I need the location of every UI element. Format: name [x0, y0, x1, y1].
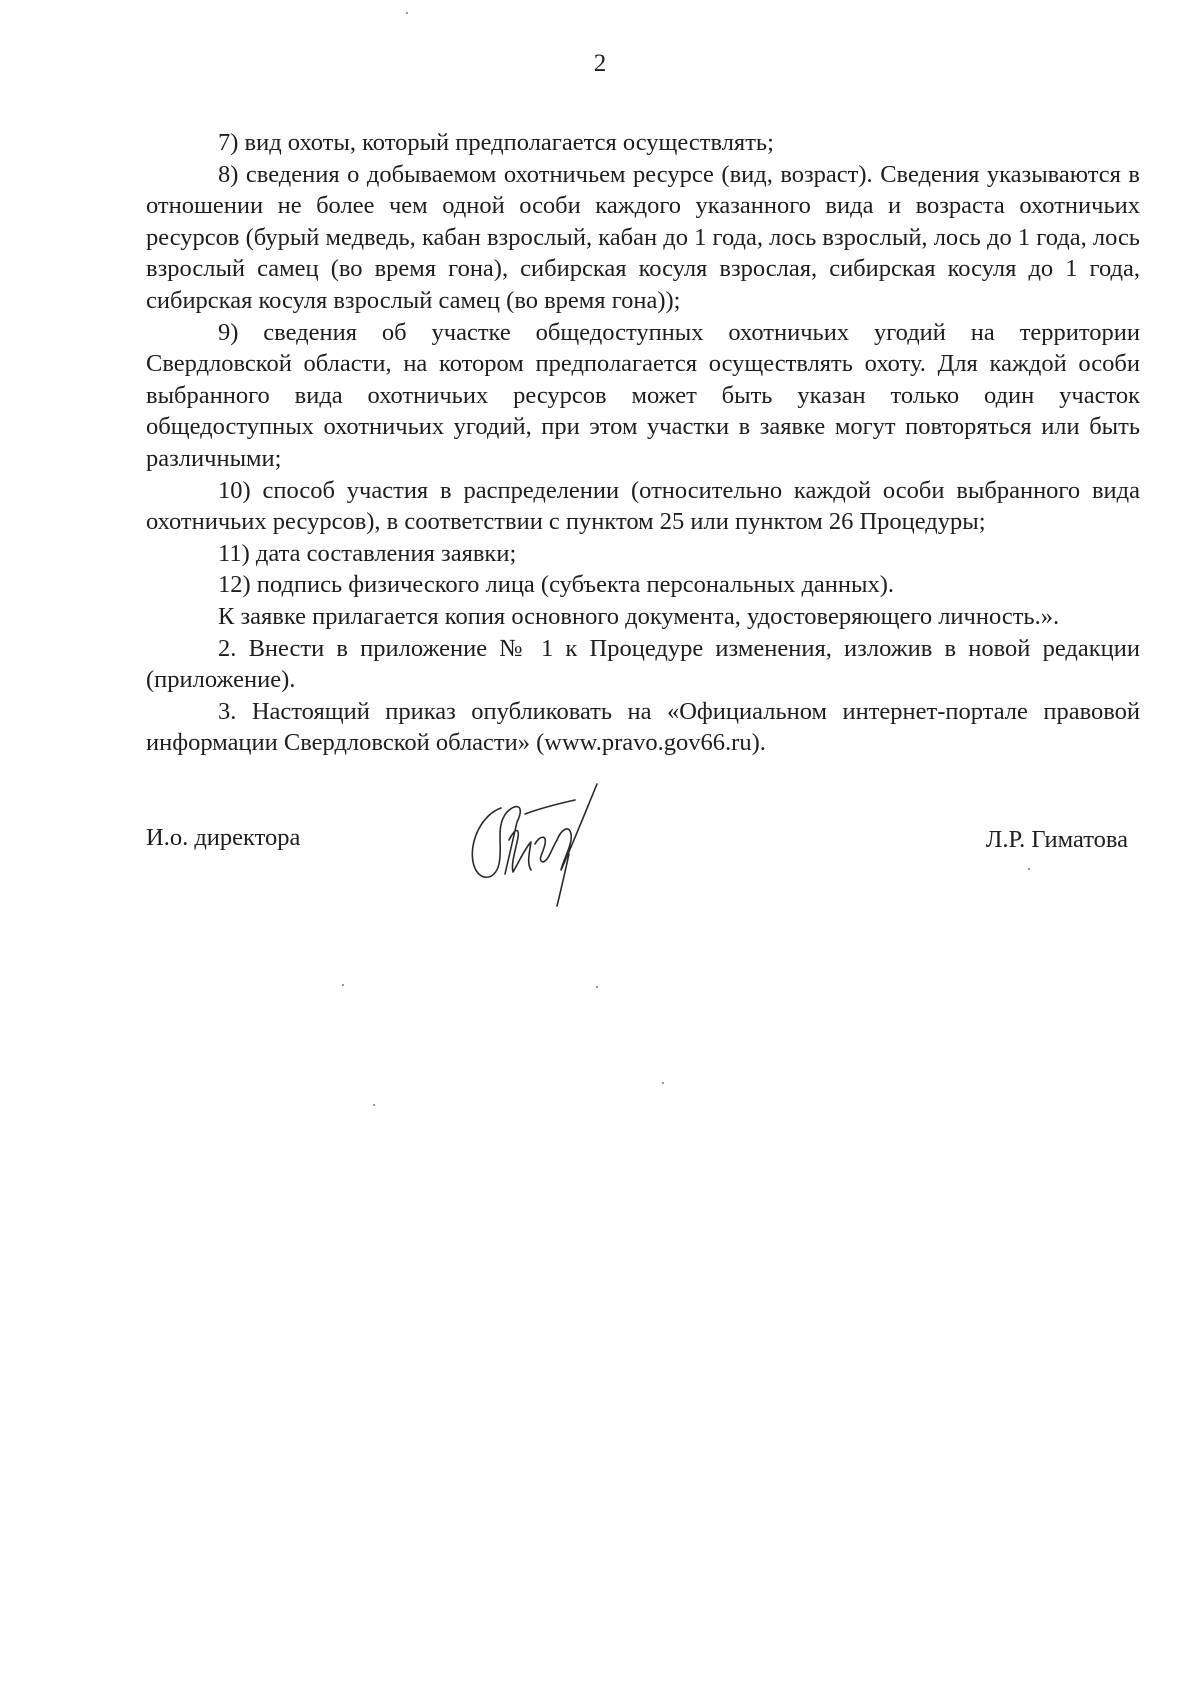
paragraph-item-8: 8) сведения о добываемом охотничьем ресурсе (вид, возраст). Сведения указываются в отношении не более чем одной особи каждого указанного вида и возраста охотничьих ресурсов (бурый медведь, кабан взрослый, кабан до 1 года, лось взрослый, лось до 1 года, лось взрослый самец (во время гона), сибирская косуля взрослая, сибирская косуля до 1 года, сибирская косуля взрослый самец (во время гона)); — [146, 160, 1140, 314]
paragraph-item-9: 9) сведения об участке общедоступных охотничьих угодий на территории Свердловской области, на котором предполагается осуществлять охоту. Для каждой особи выбранного вида охотничьих ресурсов может быть указан только один участок общедоступных охотничьих угодий, при этом участки в заявке могут повторяться или быть различными; — [146, 318, 1140, 472]
handwritten-signature — [465, 778, 615, 908]
signatory-name: Л.Р. Гиматова — [985, 826, 1128, 853]
scan-speck — [1028, 868, 1030, 870]
paragraph-clause-2: 2. Внести в приложение № 1 к Процедуре изменения, изложив в новой редакции (приложение). — [146, 634, 1140, 694]
signatory-title: И.о. директора — [146, 824, 301, 851]
paragraph-clause-3: 3. Настоящий приказ опубликовать на «Официальном интернет-портале правовой информации Свердловской области» (www.pravo.gov66.ru). — [146, 697, 1140, 757]
paragraph-item-11: 11) дата составления заявки; — [218, 539, 517, 567]
scan-speck — [342, 984, 344, 986]
scan-speck — [406, 12, 408, 14]
scan-speck — [373, 1104, 375, 1106]
paragraph-attachment-note: К заявке прилагается копия основного документа, удостоверяющего личность.». — [218, 602, 1060, 630]
paragraph-item-7: 7) вид охоты, который предполагается осуществлять; — [218, 129, 774, 156]
scan-speck — [662, 1082, 664, 1084]
paragraph-item-10: 10) способ участия в распределении (относительно каждой особи выбранного вида охотничьих ресурсов), в соответствии с пунктом 25 или пунктом 26 Процедуры; — [146, 476, 1140, 536]
paragraph-item-12: 12) подпись физического лица (субъекта персональных данных). — [218, 571, 895, 599]
scan-speck — [596, 986, 598, 988]
document-body — [146, 127, 1140, 759]
page-number: 2 — [593, 50, 607, 77]
